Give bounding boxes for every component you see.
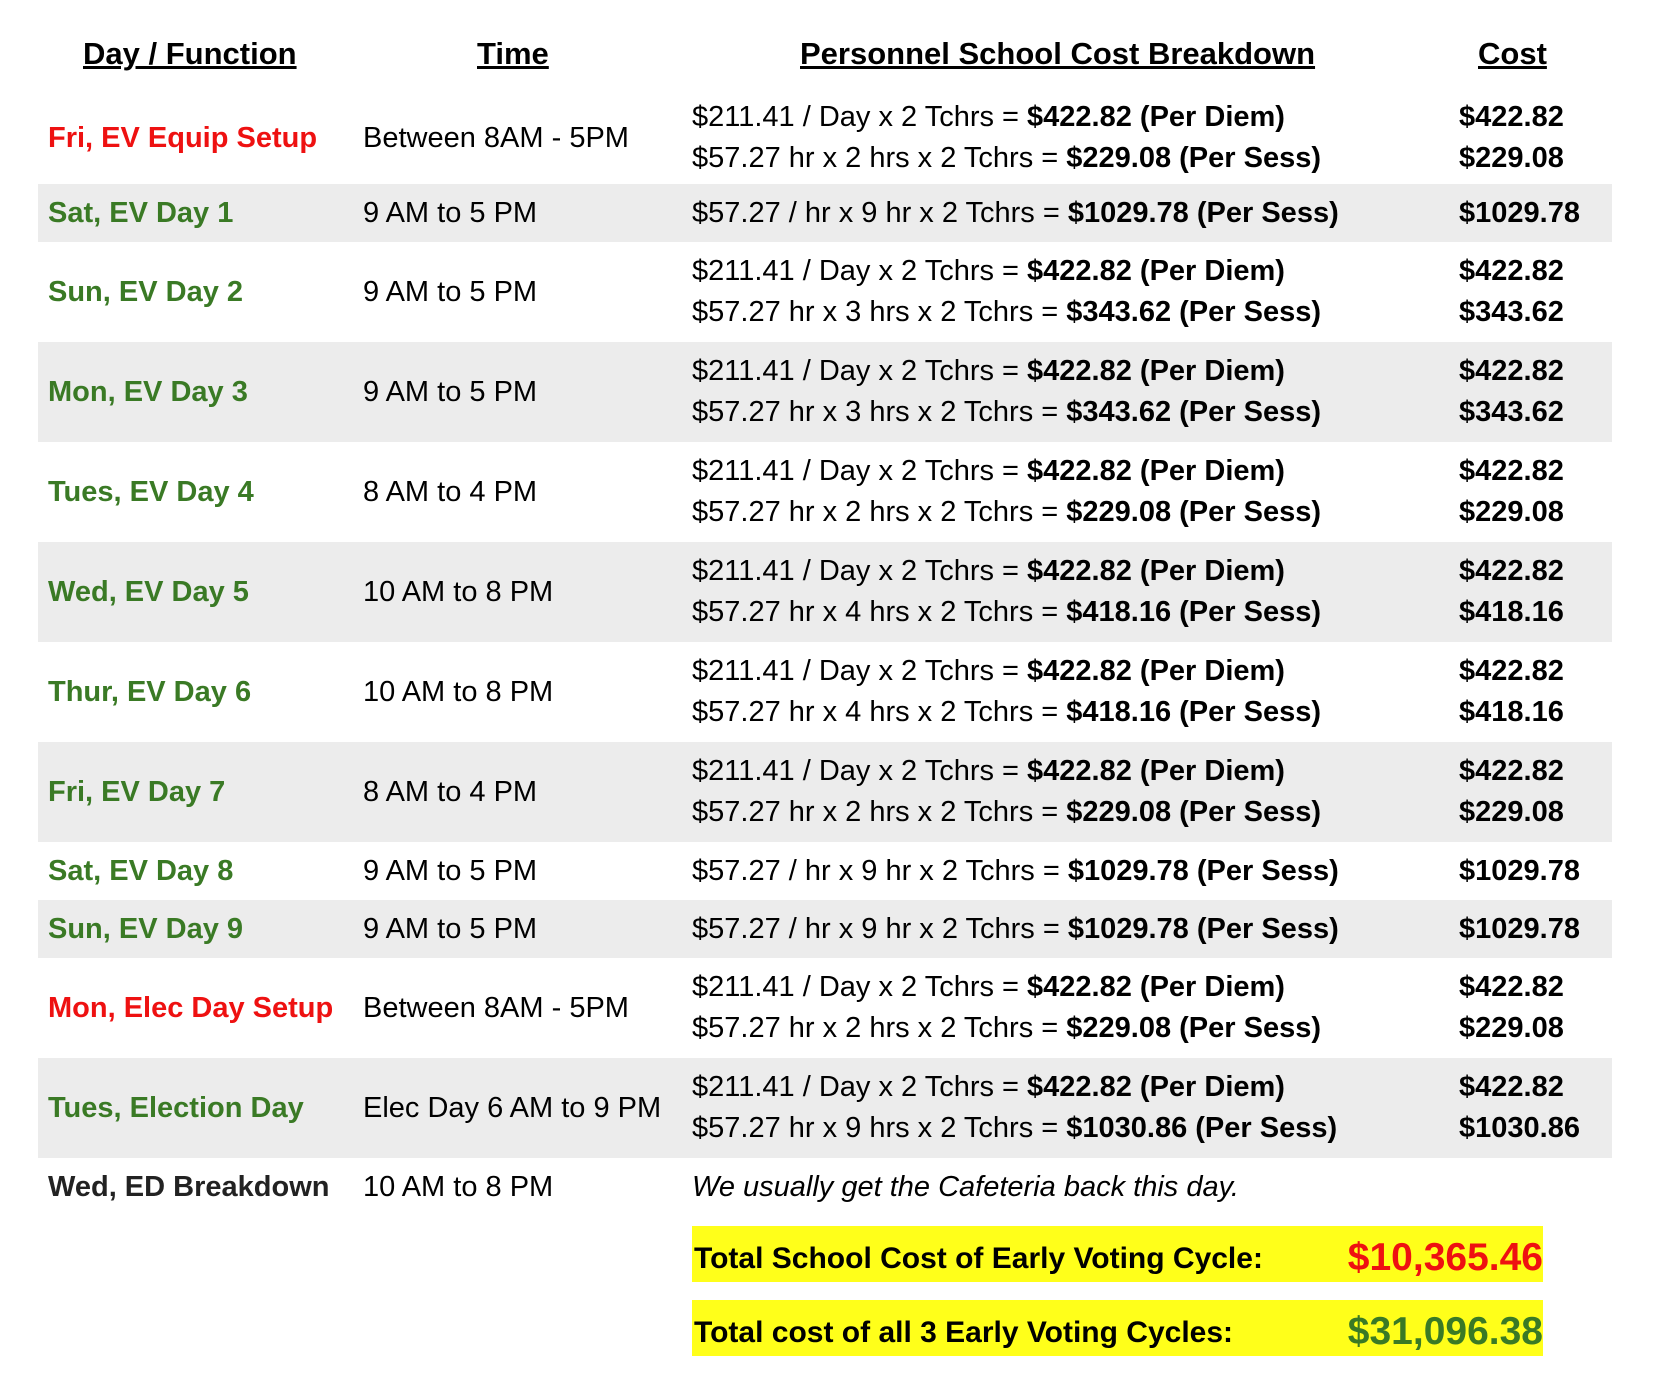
cost-value: $422.82 — [1459, 1071, 1564, 1103]
breakdown-line — [692, 492, 1321, 533]
table-row — [38, 842, 1612, 900]
cost-value: $229.08 — [1459, 796, 1564, 828]
header-cost-breakdown: Personnel School Cost Breakdown — [800, 36, 1316, 71]
breakdown-line — [692, 592, 1321, 633]
cost-value: $422.82 — [1459, 755, 1564, 787]
cost-cell — [1459, 642, 1564, 742]
breakdown-result: $422.82 (Per Diem) — [1027, 255, 1285, 287]
time-cell: 10 AM to 8 PM — [363, 1170, 554, 1203]
time-cell: 9 AM to 5 PM — [363, 375, 538, 408]
table-row — [38, 1158, 1612, 1216]
cost-cell — [1459, 742, 1564, 842]
cost-cell — [1459, 958, 1564, 1058]
breakdown-result: $418.16 (Per Sess) — [1066, 696, 1321, 728]
breakdown-formula: $211.41 / Day x 2 Tchrs = — [692, 971, 1028, 1003]
breakdown-formula: $57.27 hr x 3 hrs x 2 Tchrs = — [692, 296, 1067, 328]
breakdown-result: $1030.86 (Per Sess) — [1066, 1112, 1338, 1144]
breakdown-line — [692, 909, 1339, 950]
breakdown-result: $422.82 (Per Diem) — [1027, 455, 1285, 487]
cost-value: $1029.78 — [1459, 196, 1580, 229]
breakdown-formula: $57.27 hr x 2 hrs x 2 Tchrs = — [692, 496, 1067, 528]
breakdown-formula: $57.27 / hr x 9 hr x 2 Tchrs = — [692, 854, 1068, 887]
time-cell: 9 AM to 5 PM — [363, 275, 538, 308]
breakdown-formula: $57.27 hr x 2 hrs x 2 Tchrs = — [692, 796, 1067, 828]
cost-breakdown-cell — [692, 1158, 1239, 1216]
day-function-cell: Sat, EV Day 1 — [48, 196, 234, 229]
breakdown-line — [692, 97, 1321, 138]
breakdown-result: $1029.78 (Per Sess) — [1067, 854, 1339, 887]
cost-value: $1029.78 — [1459, 912, 1580, 945]
breakdown-result: $422.82 (Per Diem) — [1027, 101, 1285, 133]
cost-cell — [1459, 92, 1564, 184]
cost-breakdown-cell — [692, 242, 1321, 342]
breakdown-line — [692, 692, 1321, 733]
cost-value: $229.08 — [1459, 142, 1564, 174]
cost-value: $422.82 — [1459, 455, 1564, 487]
breakdown-line — [692, 451, 1321, 492]
cost-value: $343.62 — [1459, 296, 1564, 328]
day-function-cell: Fri, EV Equip Setup — [48, 121, 318, 154]
total-amount: $10,365.46 — [1347, 1236, 1543, 1279]
breakdown-line — [692, 292, 1321, 333]
cost-value: $1029.78 — [1459, 854, 1580, 887]
day-function-cell: Mon, Elec Day Setup — [48, 991, 334, 1024]
day-function-cell: Fri, EV Day 7 — [48, 775, 226, 808]
cost-value: $418.16 — [1459, 696, 1564, 728]
table-row — [38, 742, 1612, 842]
cost-value: $229.08 — [1459, 496, 1564, 528]
breakdown-result: $229.08 (Per Sess) — [1066, 142, 1321, 174]
breakdown-formula: $211.41 / Day x 2 Tchrs = — [692, 555, 1028, 587]
cost-cell — [1459, 842, 1580, 900]
cost-value: $422.82 — [1459, 555, 1564, 587]
table-row — [38, 242, 1612, 342]
breakdown-formula: $57.27 hr x 4 hrs x 2 Tchrs = — [692, 696, 1067, 728]
time-cell: Between 8AM - 5PM — [363, 121, 629, 154]
breakdown-line — [692, 967, 1321, 1008]
table-row — [38, 642, 1612, 742]
breakdown-formula: $57.27 hr x 3 hrs x 2 Tchrs = — [692, 396, 1067, 428]
cost-cell — [1459, 184, 1580, 242]
breakdown-formula: $211.41 / Day x 2 Tchrs = — [692, 1071, 1028, 1103]
table-row — [38, 92, 1612, 184]
table-row — [38, 442, 1612, 542]
day-function-cell: Wed, ED Breakdown — [48, 1170, 330, 1203]
time-cell: Between 8AM - 5PM — [363, 991, 629, 1024]
time-cell: Elec Day 6 AM to 9 PM — [363, 1091, 662, 1124]
breakdown-formula: $211.41 / Day x 2 Tchrs = — [692, 455, 1028, 487]
breakdown-note: We usually get the Cafeteria back this day. — [692, 1170, 1239, 1203]
cost-cell — [1459, 900, 1580, 958]
cost-breakdown-cell — [692, 958, 1321, 1058]
breakdown-formula: $57.27 hr x 2 hrs x 2 Tchrs = — [692, 1012, 1067, 1044]
time-cell: 10 AM to 8 PM — [363, 675, 554, 708]
cost-breakdown-cell — [692, 342, 1321, 442]
time-cell: 8 AM to 4 PM — [363, 775, 538, 808]
breakdown-formula: $211.41 / Day x 2 Tchrs = — [692, 355, 1028, 387]
breakdown-formula: $211.41 / Day x 2 Tchrs = — [692, 101, 1028, 133]
day-function-cell: Sat, EV Day 8 — [48, 854, 234, 887]
breakdown-formula: $211.41 / Day x 2 Tchrs = — [692, 655, 1028, 687]
breakdown-formula: $57.27 hr x 4 hrs x 2 Tchrs = — [692, 596, 1067, 628]
cost-value: $422.82 — [1459, 971, 1564, 1003]
breakdown-line — [692, 1008, 1321, 1049]
cost-cell — [1459, 542, 1564, 642]
time-cell: 10 AM to 8 PM — [363, 575, 554, 608]
breakdown-result: $422.82 (Per Diem) — [1027, 355, 1285, 387]
cost-value: $1030.86 — [1459, 1112, 1580, 1144]
cost-breakdown-cell — [692, 92, 1321, 184]
breakdown-line — [692, 851, 1339, 892]
time-cell: 9 AM to 5 PM — [363, 196, 538, 229]
cost-value: $422.82 — [1459, 655, 1564, 687]
cost-breakdown-cell — [692, 542, 1321, 642]
total-highlight-box — [692, 1300, 1543, 1356]
breakdown-line — [692, 551, 1321, 592]
time-cell: 9 AM to 5 PM — [363, 912, 538, 945]
cost-value: $422.82 — [1459, 355, 1564, 387]
breakdown-formula: $57.27 / hr x 9 hr x 2 Tchrs = — [692, 196, 1068, 229]
breakdown-result: $418.16 (Per Sess) — [1066, 596, 1321, 628]
total-amount: $31,096.38 — [1347, 1310, 1543, 1353]
breakdown-formula: $57.27 hr x 9 hrs x 2 Tchrs = — [692, 1112, 1067, 1144]
cost-breakdown-cell — [692, 642, 1321, 742]
day-function-cell: Sun, EV Day 2 — [48, 275, 244, 308]
cost-value: $422.82 — [1459, 101, 1564, 133]
time-cell: 9 AM to 5 PM — [363, 854, 538, 887]
table-row — [38, 542, 1612, 642]
breakdown-result: $343.62 (Per Sess) — [1066, 396, 1321, 428]
cost-value: $343.62 — [1459, 396, 1564, 428]
day-function-cell: Tues, EV Day 4 — [48, 475, 254, 508]
breakdown-result: $1029.78 (Per Sess) — [1067, 196, 1339, 229]
cost-cell — [1459, 342, 1564, 442]
time-cell: 8 AM to 4 PM — [363, 475, 538, 508]
breakdown-line — [692, 651, 1321, 692]
table-row — [38, 1058, 1612, 1158]
total-highlight-box — [692, 1226, 1543, 1282]
total-label: Total School Cost of Early Voting Cycle: — [694, 1242, 1263, 1275]
cost-value: $418.16 — [1459, 596, 1564, 628]
breakdown-result: $422.82 (Per Diem) — [1027, 755, 1285, 787]
table-row — [38, 342, 1612, 442]
breakdown-line — [692, 392, 1321, 433]
header-time: Time — [477, 36, 549, 71]
table-row — [38, 900, 1612, 958]
table-row — [38, 184, 1612, 242]
cost-breakdown-cell — [692, 900, 1339, 958]
cost-breakdown-cell — [692, 1058, 1337, 1158]
cost-cell — [1459, 242, 1564, 342]
breakdown-line — [692, 751, 1321, 792]
day-function-cell: Sun, EV Day 9 — [48, 912, 244, 945]
breakdown-formula: $57.27 / hr x 9 hr x 2 Tchrs = — [692, 912, 1068, 945]
breakdown-line — [692, 792, 1321, 833]
day-function-cell: Thur, EV Day 6 — [48, 675, 252, 708]
table-row — [38, 958, 1612, 1058]
cost-breakdown-cell — [692, 442, 1321, 542]
header-day-function: Day / Function — [83, 36, 297, 71]
breakdown-result: $229.08 (Per Sess) — [1066, 1012, 1321, 1044]
cost-value: $422.82 — [1459, 255, 1564, 287]
header-cost: Cost — [1478, 36, 1547, 71]
breakdown-line — [692, 1108, 1337, 1149]
breakdown-result: $422.82 (Per Diem) — [1027, 655, 1285, 687]
breakdown-formula: $211.41 / Day x 2 Tchrs = — [692, 255, 1028, 287]
total-label: Total cost of all 3 Early Voting Cycles: — [694, 1316, 1234, 1349]
day-function-cell: Wed, EV Day 5 — [48, 575, 249, 608]
breakdown-result: $422.82 (Per Diem) — [1027, 971, 1285, 1003]
breakdown-result: $422.82 (Per Diem) — [1027, 555, 1285, 587]
cost-breakdown-cell — [692, 184, 1339, 242]
breakdown-line — [692, 193, 1339, 234]
breakdown-formula: $57.27 hr x 2 hrs x 2 Tchrs = — [692, 142, 1067, 174]
breakdown-line — [692, 1067, 1337, 1108]
day-function-cell: Mon, EV Day 3 — [48, 375, 248, 408]
breakdown-formula: $211.41 / Day x 2 Tchrs = — [692, 755, 1028, 787]
breakdown-line — [692, 251, 1321, 292]
day-function-cell: Tues, Election Day — [48, 1091, 304, 1124]
cost-value: $229.08 — [1459, 1012, 1564, 1044]
breakdown-result: $422.82 (Per Diem) — [1027, 1071, 1285, 1103]
cost-breakdown-cell — [692, 742, 1321, 842]
breakdown-result: $1029.78 (Per Sess) — [1067, 912, 1339, 945]
cost-cell — [1459, 442, 1564, 542]
cost-breakdown-cell — [692, 842, 1339, 900]
breakdown-line — [692, 351, 1321, 392]
breakdown-line — [692, 138, 1321, 179]
breakdown-result: $229.08 (Per Sess) — [1066, 796, 1321, 828]
breakdown-result: $229.08 (Per Sess) — [1066, 496, 1321, 528]
breakdown-result: $343.62 (Per Sess) — [1066, 296, 1321, 328]
cost-cell — [1459, 1058, 1580, 1158]
